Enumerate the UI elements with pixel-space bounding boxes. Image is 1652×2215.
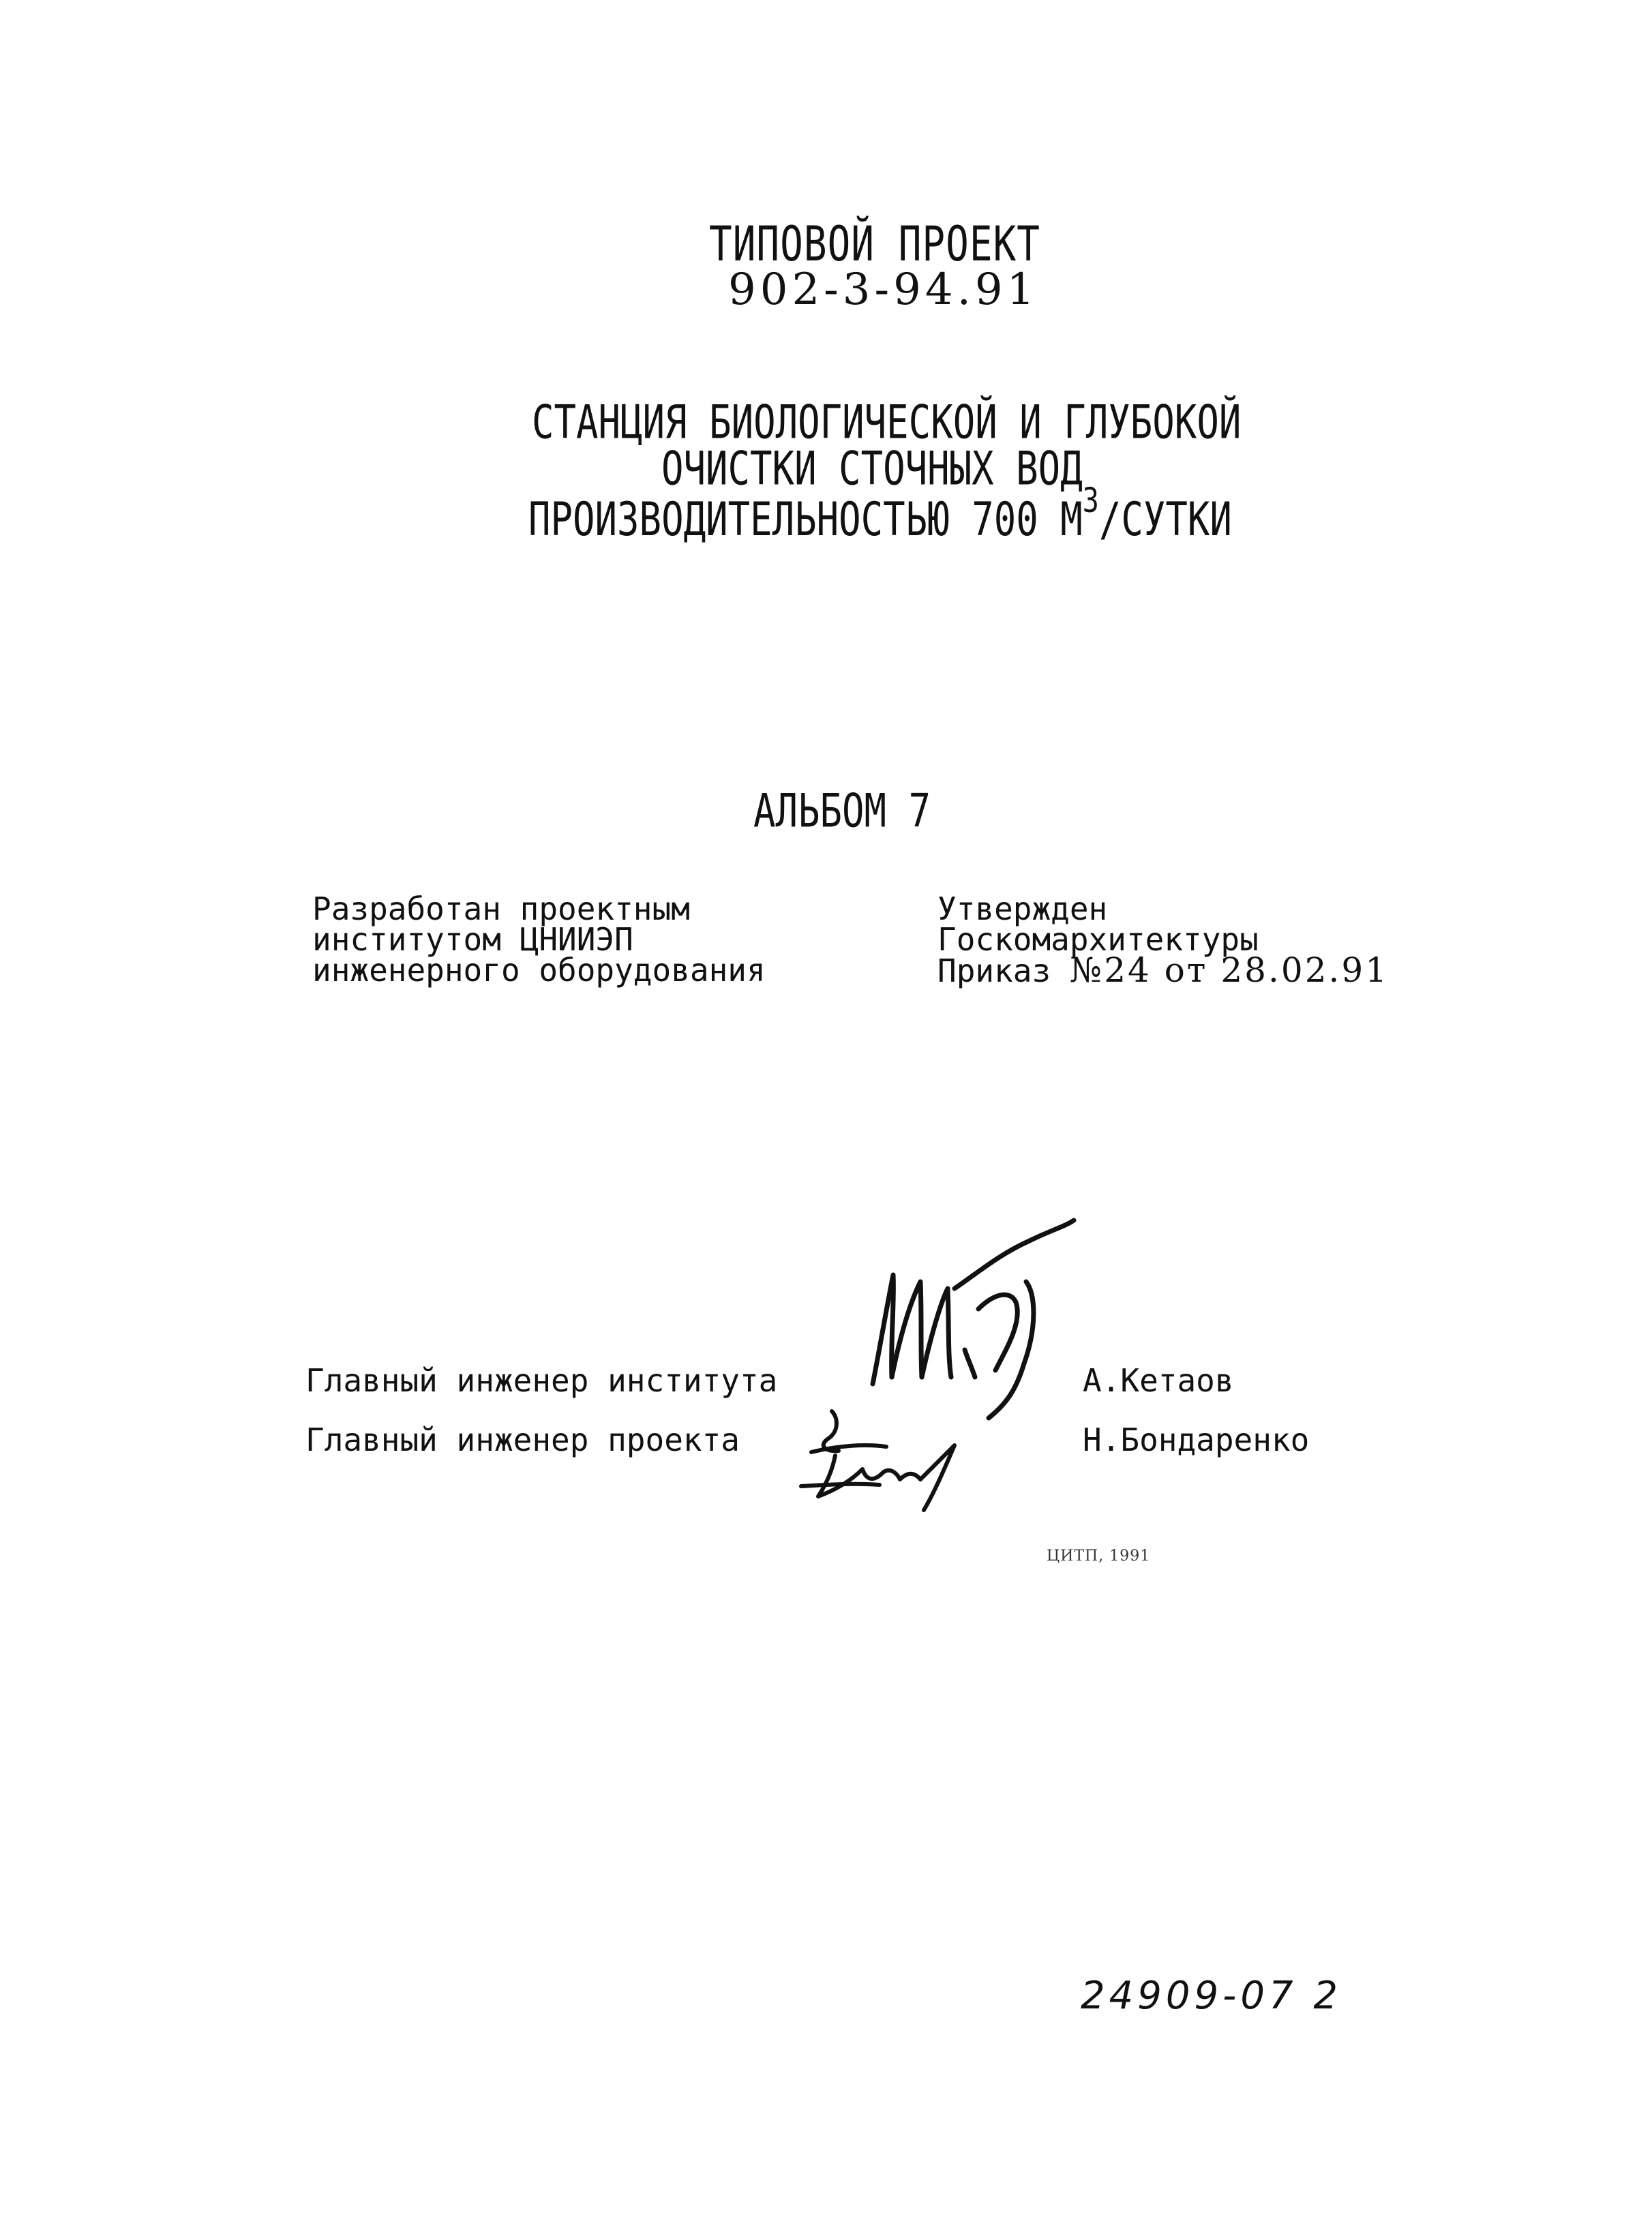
signature-bondarenko: [798, 1404, 975, 1520]
subject-line-3: [528, 481, 1232, 546]
document-type-title: ТИПОВОЙ ПРОЕКТ: [709, 217, 1041, 273]
order-date: 28.02.91: [1220, 950, 1390, 990]
approval-line-3: [937, 950, 1390, 990]
developer-line-2: институтом ЦНИИЭП: [312, 921, 633, 958]
chief-engineer-project-name: Н.Бондаренко: [1083, 1421, 1310, 1458]
archive-code: 24909-07 2: [1081, 1974, 1342, 2018]
order-date-label: от: [1151, 950, 1221, 990]
approval-line-2: Госкомархитектуры: [937, 921, 1259, 958]
developer-line-1: Разработан проектным: [312, 890, 690, 927]
developer-line-3: инженерного оборудования: [312, 952, 766, 989]
order-label: Приказ: [937, 952, 1070, 989]
album-number: АЛЬБОМ 7: [753, 784, 931, 838]
capacity-text: ПРОИЗВОДИТЕЛЬНОСТЬЮ 700 М: [528, 492, 1083, 546]
capacity-unit-suffix: /СУТКИ: [1098, 492, 1232, 546]
chief-engineer-project-label: Главный инженер проекта: [305, 1421, 740, 1458]
project-number: 902-3-94.91: [728, 265, 1039, 315]
subject-line-2: ОЧИСТКИ СТОЧНЫХ ВОД: [661, 442, 1083, 496]
chief-engineer-institute-name: А.Кетаов: [1083, 1362, 1234, 1399]
chief-engineer-institute-label: Главный инженер института: [305, 1362, 778, 1399]
approval-line-1: Утвержден: [937, 890, 1108, 927]
publisher-mark: ЦИТП, 1991: [1047, 1548, 1151, 1565]
subject-line-1: СТАНЦИЯ БИОЛОГИЧЕСКОЙ И ГЛУБОКОЙ: [532, 395, 1242, 449]
capacity-unit-exponent: 3: [1082, 481, 1099, 521]
order-number: №24: [1069, 950, 1152, 990]
